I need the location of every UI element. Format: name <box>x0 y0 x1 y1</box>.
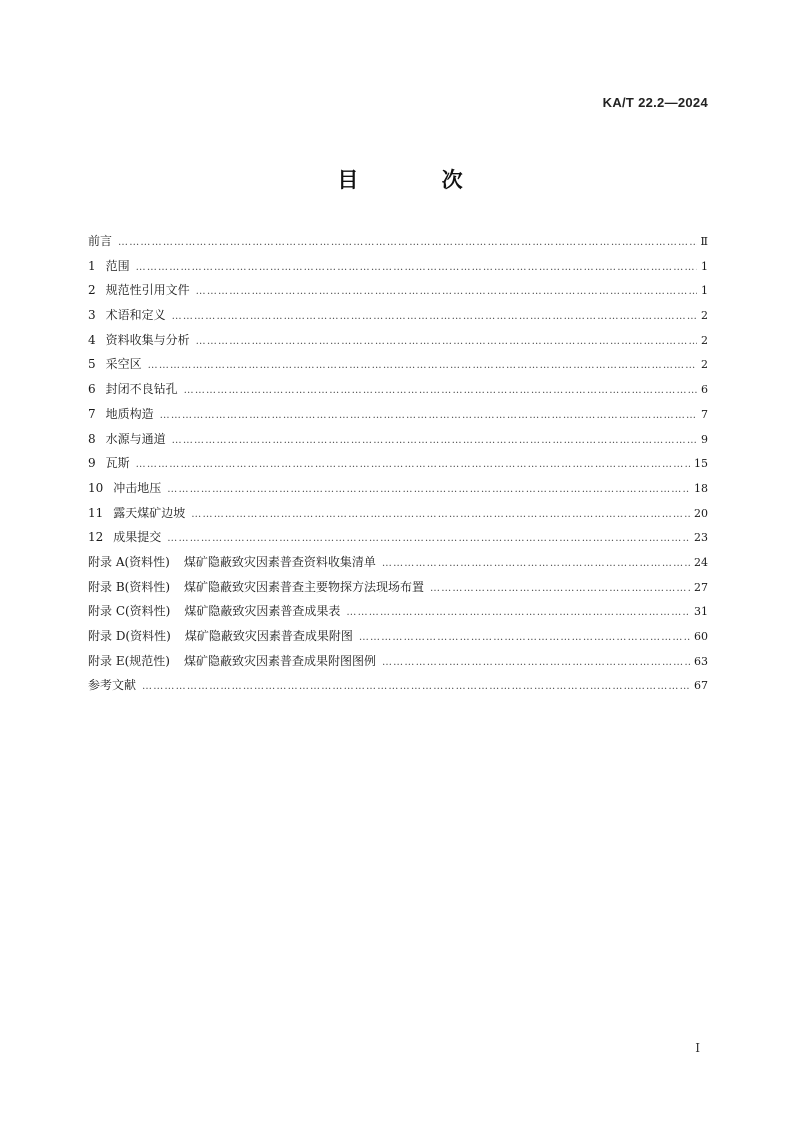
toc-number: 5 <box>88 357 96 372</box>
toc-number: 9 <box>88 456 96 471</box>
toc-entry-data-collection[interactable] <box>88 328 708 353</box>
toc-number: 11 <box>88 505 104 520</box>
toc-leader-dots <box>172 429 697 454</box>
toc-page-number: 1 <box>701 259 708 273</box>
toc-label: 附录 D(资料性) <box>88 629 171 643</box>
toc-label: 资料收集与分析 <box>105 332 190 347</box>
toc-entry-open-pit-slope[interactable] <box>88 501 708 526</box>
toc-page-number: 2 <box>701 309 708 323</box>
toc-leader-dots <box>136 453 690 478</box>
toc-leader-dots <box>430 577 690 602</box>
toc-number: 10 <box>88 480 104 495</box>
toc-entry-appendix-e[interactable] <box>88 649 708 674</box>
toc-page-number: 9 <box>701 432 708 446</box>
toc-label: 露天煤矿边坡 <box>113 505 186 520</box>
page-title: 目 次 <box>337 168 501 192</box>
page-number: I <box>695 1041 700 1055</box>
toc-label: 附录 E(规范性) <box>88 653 170 668</box>
toc-entry-poorly-sealed-boreholes[interactable] <box>88 377 708 402</box>
toc-page-number: 63 <box>694 654 708 668</box>
toc-sublabel: 煤矿隐蔽致灾因素普查主要物探方法现场布置 <box>184 579 425 594</box>
toc-label: 附录 A(资料性) <box>88 554 170 569</box>
toc-label: 规范性引用文件 <box>105 283 190 298</box>
toc-label: 附录 B(资料性) <box>88 579 170 594</box>
toc-page-number: 67 <box>694 679 708 693</box>
toc-label: 瓦斯 <box>105 456 130 471</box>
toc-page-number: 15 <box>694 457 708 471</box>
toc-leader-dots <box>167 478 690 503</box>
toc-leader-dots <box>382 552 690 577</box>
toc-number: 4 <box>88 332 96 347</box>
toc-number: 12 <box>88 530 104 545</box>
toc-entry-appendix-a[interactable] <box>88 550 708 575</box>
toc-page-number: 23 <box>694 531 708 545</box>
toc-entry-goaf[interactable] <box>88 352 708 377</box>
toc-label: 附录 C(资料性) <box>88 604 171 619</box>
toc-page-number: 20 <box>694 506 708 520</box>
toc-page-number: 6 <box>701 383 708 397</box>
toc-entry-foreword[interactable] <box>88 229 708 254</box>
toc-number: 8 <box>88 431 96 446</box>
toc-leader-dots <box>196 280 697 305</box>
toc-entry-rock-burst[interactable] <box>88 476 708 501</box>
toc-number: 6 <box>88 382 96 397</box>
toc-entry-bibliography[interactable] <box>88 673 708 698</box>
toc-entry-appendix-d[interactable] <box>88 624 708 649</box>
table-of-contents <box>88 229 708 698</box>
toc-leader-dots <box>148 354 697 379</box>
toc-label: 术语和定义 <box>105 308 166 323</box>
toc-label: 参考文献 <box>88 678 137 693</box>
toc-leader-dots <box>136 256 697 281</box>
toc-page-number: 18 <box>694 481 708 495</box>
toc-entry-geological-structure[interactable] <box>88 402 708 427</box>
toc-page-number: Ⅱ <box>700 235 708 248</box>
toc-label: 成果提交 <box>113 530 162 545</box>
toc-leader-dots <box>184 379 697 404</box>
toc-number: 1 <box>88 258 96 273</box>
toc-leader-dots <box>167 527 690 552</box>
toc-page-number: 27 <box>694 580 708 594</box>
toc-sublabel: 煤矿隐蔽致灾因素普查资料收集清单 <box>183 554 376 569</box>
toc-label: 地质构造 <box>105 406 154 421</box>
toc-leader-dots <box>191 503 690 528</box>
toc-sublabel: 煤矿隐蔽致灾因素普查成果附图图例 <box>183 653 376 668</box>
toc-page-number: 1 <box>701 284 708 298</box>
toc-leader-dots <box>172 305 697 330</box>
toc-leader-dots <box>160 404 697 429</box>
toc-leader-dots <box>359 626 690 651</box>
document-code: KA/T 22.2—2024 <box>602 95 708 110</box>
toc-sublabel: 煤矿隐蔽致灾因素普查成果表 <box>184 604 341 619</box>
toc-label: 水源与通道 <box>105 431 166 446</box>
toc-sublabel: 煤矿隐蔽致灾因素普查成果附图 <box>184 629 353 643</box>
toc-label: 前言 <box>88 234 113 248</box>
toc-page-number: 2 <box>701 358 708 372</box>
toc-page-number: 7 <box>701 407 708 421</box>
toc-number: 7 <box>88 406 96 421</box>
toc-entry-terms-definitions[interactable] <box>88 303 708 328</box>
toc-page-number: 31 <box>694 605 708 619</box>
toc-page-number: 24 <box>694 555 708 569</box>
toc-page-number: 2 <box>701 333 708 347</box>
toc-label: 采空区 <box>105 357 142 372</box>
toc-label: 封闭不良钻孔 <box>105 382 178 397</box>
toc-page-number: 60 <box>694 630 708 643</box>
toc-label: 范围 <box>105 258 130 273</box>
toc-entry-appendix-c[interactable] <box>88 599 708 624</box>
toc-entry-appendix-b[interactable] <box>88 575 708 600</box>
toc-entry-results-submission[interactable] <box>88 525 708 550</box>
toc-leader-dots <box>196 330 697 355</box>
toc-leader-dots <box>346 601 690 626</box>
toc-label: 冲击地压 <box>113 480 162 495</box>
toc-number: 2 <box>88 283 96 298</box>
toc-leader-dots <box>142 675 690 700</box>
toc-leader-dots <box>382 651 690 676</box>
toc-entry-gas[interactable] <box>88 451 708 476</box>
toc-leader-dots <box>118 231 697 256</box>
toc-entry-scope[interactable] <box>88 254 708 279</box>
toc-entry-water-sources[interactable] <box>88 427 708 452</box>
toc-entry-normative-references[interactable] <box>88 278 708 303</box>
toc-number: 3 <box>88 308 96 323</box>
